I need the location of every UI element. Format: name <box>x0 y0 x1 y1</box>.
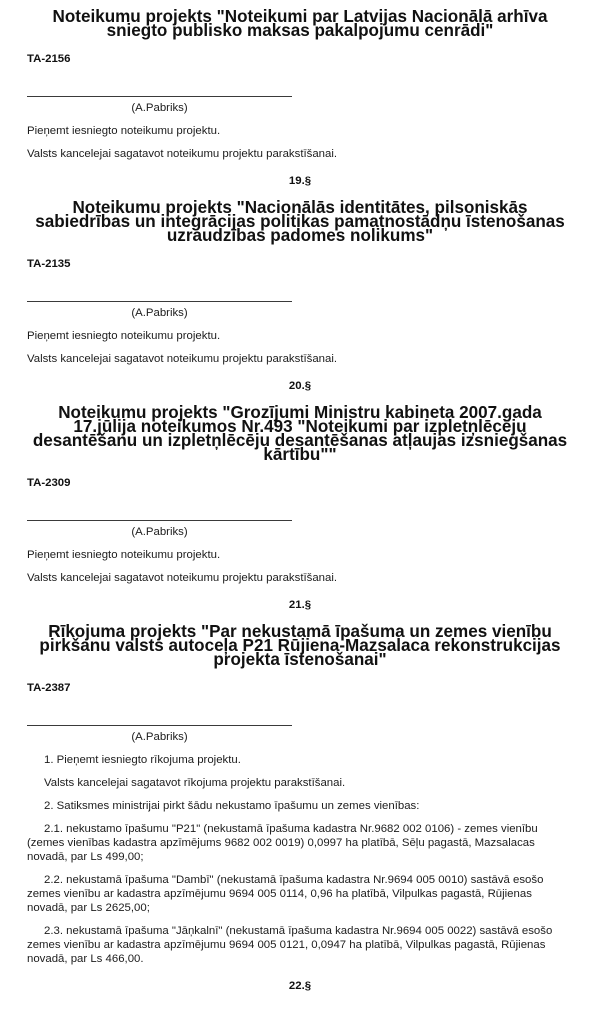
section-title: Noteikumu projekts "Noteikumi par Latvijas Nacionālā arhīva sniegto publisko maksas pakalpojumu cenrādi" <box>52 7 548 40</box>
decision-paragraph: Pieņemt iesniegto noteikumu projektu. <box>27 330 221 342</box>
section-title: Noteikumu projekts "Grozījumi Ministru kabineta 2007.gada 17.jūlija noteikumos Nr.493 "Noteikumi par izpletņlēcēju desantēšanu un izpletņlēcēju desantēšanas atļaujas izsniegšanas kārtību"" <box>32 403 568 464</box>
signature-block <box>27 96 292 115</box>
agenda-section-2 <box>27 174 573 366</box>
section-title: Rīkojuma projekts "Par nekustamā īpašuma un zemes vienību pirkšanu valsts autoceļa P21 Rūjiena-Mazsalaca rekonstrukcijas projekta īstenošanai" <box>39 622 561 669</box>
decision-paragraph: 1. Pieņemt iesniegto rīkojuma projektu. <box>44 754 241 766</box>
ta-number: TA-2135 <box>27 258 71 270</box>
signature-line <box>27 96 292 97</box>
decision-paragraph: Valsts kancelejai sagatavot noteikumu projektu parakstīšanai. <box>27 148 338 160</box>
decision-paragraph: 2.1. nekustamo īpašumu "P21" (nekustamā īpašuma kadastra Nr.9682 002 0106) - zemes vienību (zemes vienības kadastra apzīmējums 9682 002 0019) 0,0997 ha platībā, Sēļu pagastā, Mazsalacas novadā, par Ls 499,00; <box>27 823 538 863</box>
signature-block <box>27 725 292 744</box>
decision-paragraph: Valsts kancelejai sagatavot rīkojuma projektu parakstīšanai. <box>44 777 346 789</box>
signatory-name: (A.Pabriks) <box>131 731 188 743</box>
decision-paragraph: Valsts kancelejai sagatavot noteikumu projektu parakstīšanai. <box>27 572 338 584</box>
section-mark: 21.§ <box>288 599 312 611</box>
section-mark: 22.§ <box>288 980 312 992</box>
ta-number: TA-2387 <box>27 682 71 694</box>
agenda-section-3 <box>27 379 573 585</box>
agenda-section-4 <box>27 598 573 966</box>
signature-block <box>27 301 292 320</box>
decision-paragraph: Pieņemt iesniegto noteikumu projektu. <box>27 549 221 561</box>
section-mark: 20.§ <box>288 380 312 392</box>
ta-number: TA-2156 <box>27 53 71 65</box>
decision-paragraph: 2. Satiksmes ministrijai pirkt šādu nekustamo īpašumu un zemes vienības: <box>44 800 420 812</box>
section-title: Noteikumu projekts "Nacionālās identitātes, pilsoniskās sabiedrības un integrācijas politikas pamatnostādņu īstenošanas uzraudzības padomes nolikums" <box>35 198 565 245</box>
signature-block <box>27 520 292 539</box>
signature-line <box>27 520 292 521</box>
decision-paragraph: 2.2. nekustamā īpašuma "Dambī" (nekustamā īpašuma kadastra Nr.9694 005 0010) sastāvā esošo zemes vienību ar kadastra apzīmējumu 9694 005 0114, 0,96 ha platībā, Vilpulkas pagastā, Rūjienas novadā, par Ls 2625,00; <box>27 874 544 914</box>
agenda-section-1 <box>27 7 573 161</box>
decision-paragraph: Valsts kancelejai sagatavot noteikumu projektu parakstīšanai. <box>27 353 338 365</box>
section-mark: 19.§ <box>288 175 312 187</box>
signature-line <box>27 725 292 726</box>
ta-number: TA-2309 <box>27 477 71 489</box>
signatory-name: (A.Pabriks) <box>131 307 188 319</box>
signatory-name: (A.Pabriks) <box>131 102 188 114</box>
decision-paragraph: 2.3. nekustamā īpašuma "Jāņkalnī" (nekustamā īpašuma kadastra Nr.9694 005 0022) sastāvā esošo zemes vienību ar kadastra apzīmējumu 9694 005 0121, 0,0947 ha platībā, Vilpulkas pagastā, Rūjienas novadā, par Ls 466,00. <box>27 925 553 965</box>
decision-paragraph: Pieņemt iesniegto noteikumu projektu. <box>27 125 221 137</box>
signature-line <box>27 301 292 302</box>
signatory-name: (A.Pabriks) <box>131 526 188 538</box>
